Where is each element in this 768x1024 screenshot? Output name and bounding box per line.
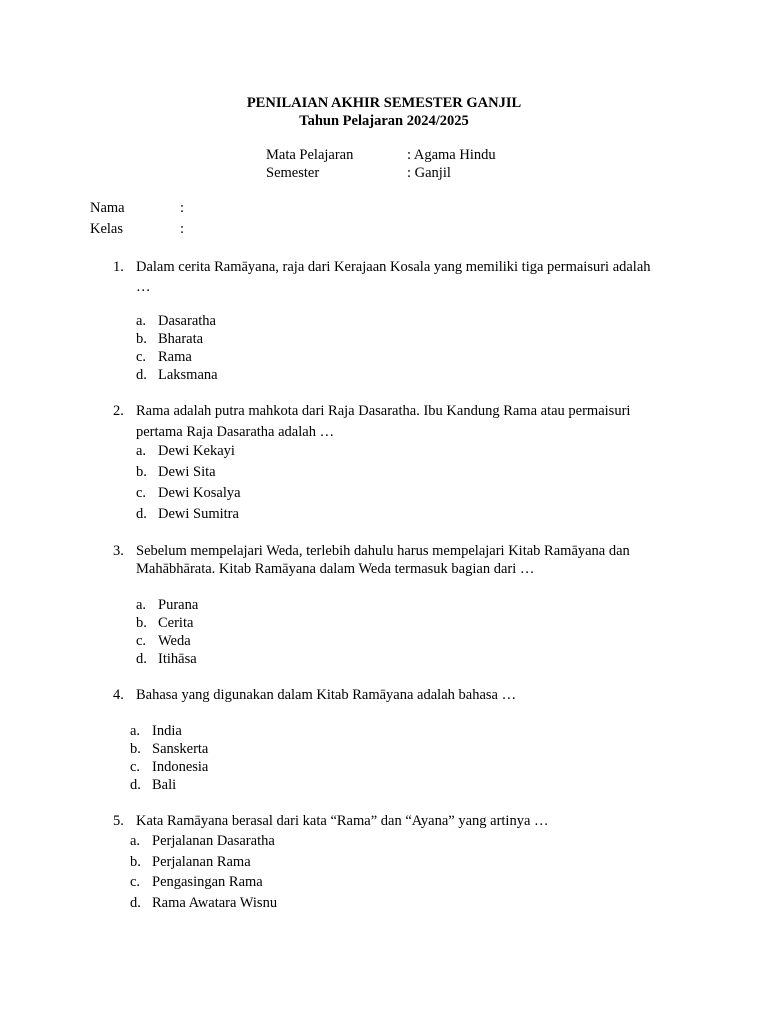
option-letter: a. xyxy=(130,723,141,739)
question-text: Sebelum mempelajari Weda, terlebih dahulu harus mempelajari Kitab Ramāyana dan xyxy=(136,543,630,559)
question-number: 1. xyxy=(113,259,124,275)
question-text: Dalam cerita Ramāyana, raja dari Kerajaan Kosala yang memiliki tiga permaisuri adalah xyxy=(136,259,651,275)
option-text: Dewi Sita xyxy=(158,464,216,480)
option-text: Perjalanan Rama xyxy=(152,854,251,870)
option-text: Perjalanan Dasaratha xyxy=(152,833,275,849)
question-text: Mahābhārata. Kitab Ramāyana dalam Weda termasuk bagian dari … xyxy=(136,561,535,577)
option-letter: d. xyxy=(136,506,147,522)
subject-row xyxy=(266,146,496,164)
name-row xyxy=(90,198,184,218)
option-text: Indonesia xyxy=(152,759,209,775)
option-text: Laksmana xyxy=(158,367,218,383)
option-text: Bali xyxy=(152,777,177,793)
option-text: Pengasingan Rama xyxy=(152,874,263,890)
option-letter: a. xyxy=(136,313,147,329)
option-letter: c. xyxy=(130,874,141,890)
option-text: Rama xyxy=(158,349,192,365)
option-text: Purana xyxy=(158,597,199,613)
option-text: Bharata xyxy=(158,331,204,347)
option-letter: c. xyxy=(136,633,147,649)
question-text: pertama Raja Dasaratha adalah … xyxy=(136,424,335,440)
option-letter: c. xyxy=(130,759,141,775)
option-letter: b. xyxy=(130,741,141,757)
exam-year: Tahun Pelajaran 2024/2025 xyxy=(299,113,469,129)
option-text: Itihāsa xyxy=(158,651,197,667)
question-text: Rama adalah putra mahkota dari Raja Dasaratha. Ibu Kandung Rama atau permaisuri xyxy=(136,403,631,419)
option-letter: b. xyxy=(136,331,147,347)
name-label: Nama xyxy=(90,200,125,216)
subject-value: : Agama Hindu xyxy=(407,147,496,163)
exam-title: PENILAIAN AKHIR SEMESTER GANJIL xyxy=(246,95,522,111)
class-colon: : xyxy=(180,221,185,237)
option-letter: d. xyxy=(136,651,147,667)
semester-value: : Ganjil xyxy=(407,165,451,181)
option-letter: d. xyxy=(130,895,141,911)
option-letter: c. xyxy=(136,485,147,501)
option-text: Dasaratha xyxy=(158,313,216,329)
semester-label: Semester xyxy=(266,165,320,181)
option-text: Rama Awatara Wisnu xyxy=(152,895,278,911)
class-row xyxy=(90,219,184,239)
question-number: 2. xyxy=(113,403,124,419)
question-number: 3. xyxy=(113,543,124,559)
class-label: Kelas xyxy=(90,221,124,237)
option-letter: a. xyxy=(130,833,141,849)
option-letter: d. xyxy=(130,777,141,793)
question-text: Bahasa yang digunakan dalam Kitab Ramāyana adalah bahasa … xyxy=(136,687,517,703)
question-number: 5. xyxy=(113,813,124,829)
subject-label: Mata Pelajaran xyxy=(266,147,354,163)
option-text: Dewi Kosalya xyxy=(158,485,241,501)
option-text: Dewi Sumitra xyxy=(158,506,239,522)
option-letter: a. xyxy=(136,597,147,613)
option-letter: b. xyxy=(136,615,147,631)
option-text: Dewi Kekayi xyxy=(158,443,235,459)
option-text: Sanskerta xyxy=(152,741,209,757)
option-letter: b. xyxy=(130,854,141,870)
option-letter: d. xyxy=(136,367,147,383)
semester-row xyxy=(266,164,451,182)
option-text: Weda xyxy=(158,633,191,649)
question-text: Kata Ramāyana berasal dari kata “Rama” dan “Ayana” yang artinya … xyxy=(136,813,549,829)
name-colon: : xyxy=(180,200,185,216)
option-text: Cerita xyxy=(158,615,194,631)
option-letter: b. xyxy=(136,464,147,480)
option-letter: a. xyxy=(136,443,147,459)
option-text: India xyxy=(152,723,182,739)
question-number: 4. xyxy=(113,687,124,703)
option-letter: c. xyxy=(136,349,147,365)
question-text: … xyxy=(136,279,151,295)
